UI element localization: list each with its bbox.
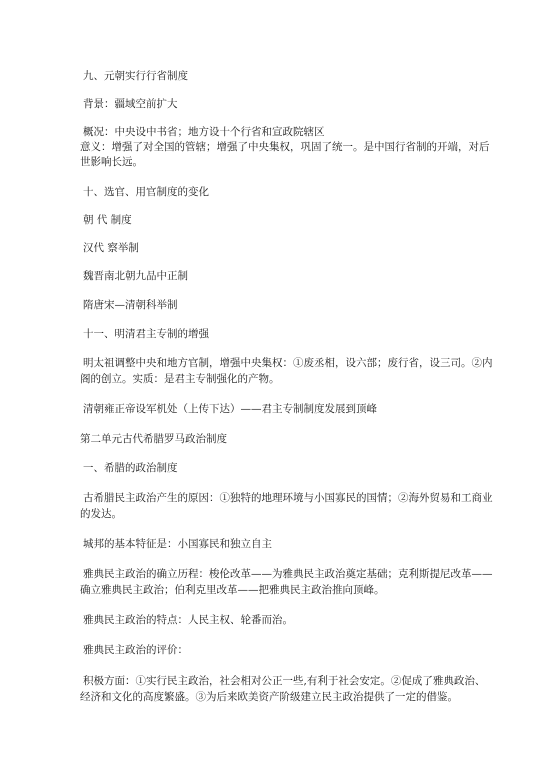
text-qing-grand-council: 清朝雍正帝设军机处（上传下达）——君主专制制度发展到顶峰 — [83, 403, 377, 415]
text-greek-democracy-causes-line1: 古希腊民主政治产生的原因：①独特的地理环境与小国寡民的国情；②海外贸易和工商业 — [83, 492, 493, 504]
text-ming-reform-line2: 阁的创立。实质：是君主专制强化的产物。 — [80, 373, 280, 385]
text-athens-process-line2: 确立雅典民主政治；伯利克里改革——把雅典民主政治推向顶峰。 — [80, 584, 385, 596]
text-background: 背景：疆域空前扩大 — [83, 98, 178, 110]
section-heading-greece: 一、希腊的政治制度 — [83, 462, 178, 474]
text-greek-democracy-causes-line2: 的发达。 — [80, 508, 122, 520]
text-ming-reform-line1: 明太祖调整中央和地方官制，增强中央集权：①废丞相，设六部；废行省，设三司。②内 — [83, 357, 493, 369]
text-athens-process-line1: 雅典民主政治的确立历程：梭伦改革——为雅典民主政治奠定基础；克利斯提尼改革—— — [83, 568, 493, 580]
text-city-state-features: 城邦的基本特征是：小国寡民和独立自主 — [83, 538, 272, 550]
text-positive-aspects-line2: 经济和文化的高度繁盛。③为后来欧美资产阶级建立民主政治提供了一定的借鉴。 — [80, 691, 458, 703]
unit-heading-greece-rome: 第二单元古代希腊罗马政治制度 — [80, 433, 227, 445]
text-sui-tang-qing: 隋唐宋—清朝科举制 — [83, 299, 178, 311]
text-wei-jin: 魏晋南北朝九品中正制 — [83, 270, 188, 282]
text-overview: 概况：中央设中书省；地方设十个行省和宣政院辖区 — [83, 126, 325, 138]
section-heading-yuan-province: 九、元朝实行行省制度 — [83, 70, 188, 82]
section-heading-ming-qing: 十一、明清君主专制的增强 — [83, 328, 209, 340]
table-header-dynasty-system: 朝 代 制度 — [83, 214, 132, 226]
text-significance-line2: 世影响长远。 — [80, 156, 143, 168]
text-athens-evaluation: 雅典民主政治的评价： — [83, 644, 188, 656]
text-significance-line1: 意义：增强了对全国的管辖；增强了中央集权，巩固了统一。是中国行省制的开端，对后 — [80, 141, 490, 153]
text-athens-characteristics: 雅典民主政治的特点：人民主权、轮番而治。 — [83, 614, 293, 626]
section-heading-official-selection: 十、选官、用官制度的变化 — [83, 186, 209, 198]
text-han-dynasty: 汉代 察举制 — [83, 242, 139, 254]
text-positive-aspects-line1: 积极方面：①实行民主政治，社会相对公正一些,有利于社会安定。②促成了雅典政治、 — [83, 675, 486, 687]
